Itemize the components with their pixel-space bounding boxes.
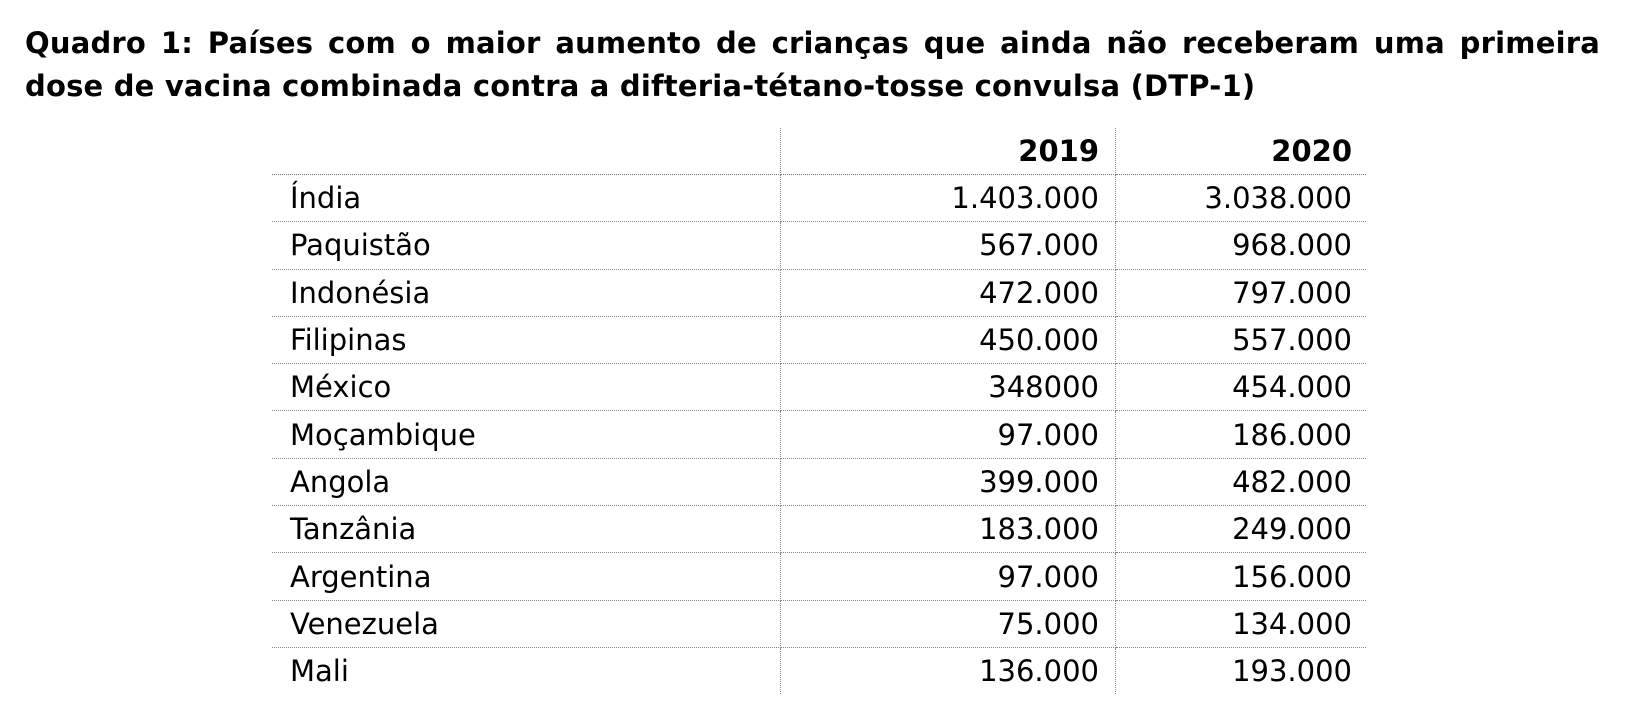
header-country	[272, 128, 781, 175]
value-2019-cell: 183.000	[781, 506, 1116, 553]
value-2020-cell: 968.000	[1116, 222, 1367, 269]
value-2020-cell: 3.038.000	[1116, 175, 1367, 222]
value-2019-cell: 136.000	[781, 647, 1116, 694]
value-2020-cell: 557.000	[1116, 316, 1367, 363]
table-row	[272, 647, 1366, 694]
table-row	[272, 600, 1366, 647]
table-row	[272, 175, 1366, 222]
table-row	[272, 364, 1366, 411]
value-2019-cell: 97.000	[781, 553, 1116, 600]
country-cell: Indonésia	[272, 269, 781, 316]
value-2019-cell: 399.000	[781, 458, 1116, 505]
value-2019-cell: 75.000	[781, 600, 1116, 647]
country-cell: México	[272, 364, 781, 411]
value-2020-cell: 186.000	[1116, 411, 1367, 458]
data-table	[272, 128, 1366, 694]
table-row	[272, 506, 1366, 553]
table-row	[272, 269, 1366, 316]
country-cell: Angola	[272, 458, 781, 505]
value-2020-cell: 454.000	[1116, 364, 1367, 411]
header-2019: 2019	[781, 128, 1116, 175]
value-2019-cell: 567.000	[781, 222, 1116, 269]
table-row	[272, 553, 1366, 600]
country-cell: Índia	[272, 175, 781, 222]
value-2019-cell: 97.000	[781, 411, 1116, 458]
country-cell: Moçambique	[272, 411, 781, 458]
table-row	[272, 411, 1366, 458]
country-cell: Tanzânia	[272, 506, 781, 553]
data-table-container	[272, 128, 1366, 694]
value-2020-cell: 156.000	[1116, 553, 1367, 600]
country-cell: Argentina	[272, 553, 781, 600]
value-2019-cell: 450.000	[781, 316, 1116, 363]
table-header-row	[272, 128, 1366, 175]
value-2020-cell: 193.000	[1232, 654, 1352, 689]
country-cell: Filipinas	[272, 316, 781, 363]
table-row	[272, 222, 1366, 269]
table-row	[272, 458, 1366, 505]
value-2020-cell: 249.000	[1116, 506, 1367, 553]
value-2019-cell: 472.000	[781, 269, 1116, 316]
value-2020-cell: 134.000	[1116, 600, 1367, 647]
table-row	[272, 316, 1366, 363]
table-title: Quadro 1: Países com o maior aumento de crianças que ainda não receberam uma primeira dose de vacina combinada contra a difteria-tétano-tosse convulsa (DTP-1)	[25, 26, 1600, 103]
country-cell: Mali	[272, 647, 781, 694]
country-cell: Paquistão	[272, 222, 781, 269]
country-cell: Venezuela	[272, 600, 781, 647]
value-2019-cell: 348000	[781, 364, 1116, 411]
value-2020-cell: 482.000	[1116, 458, 1367, 505]
value-2020-cell: 797.000	[1116, 269, 1367, 316]
header-2020: 2020	[1116, 128, 1367, 175]
value-2019-cell: 1.403.000	[781, 175, 1116, 222]
